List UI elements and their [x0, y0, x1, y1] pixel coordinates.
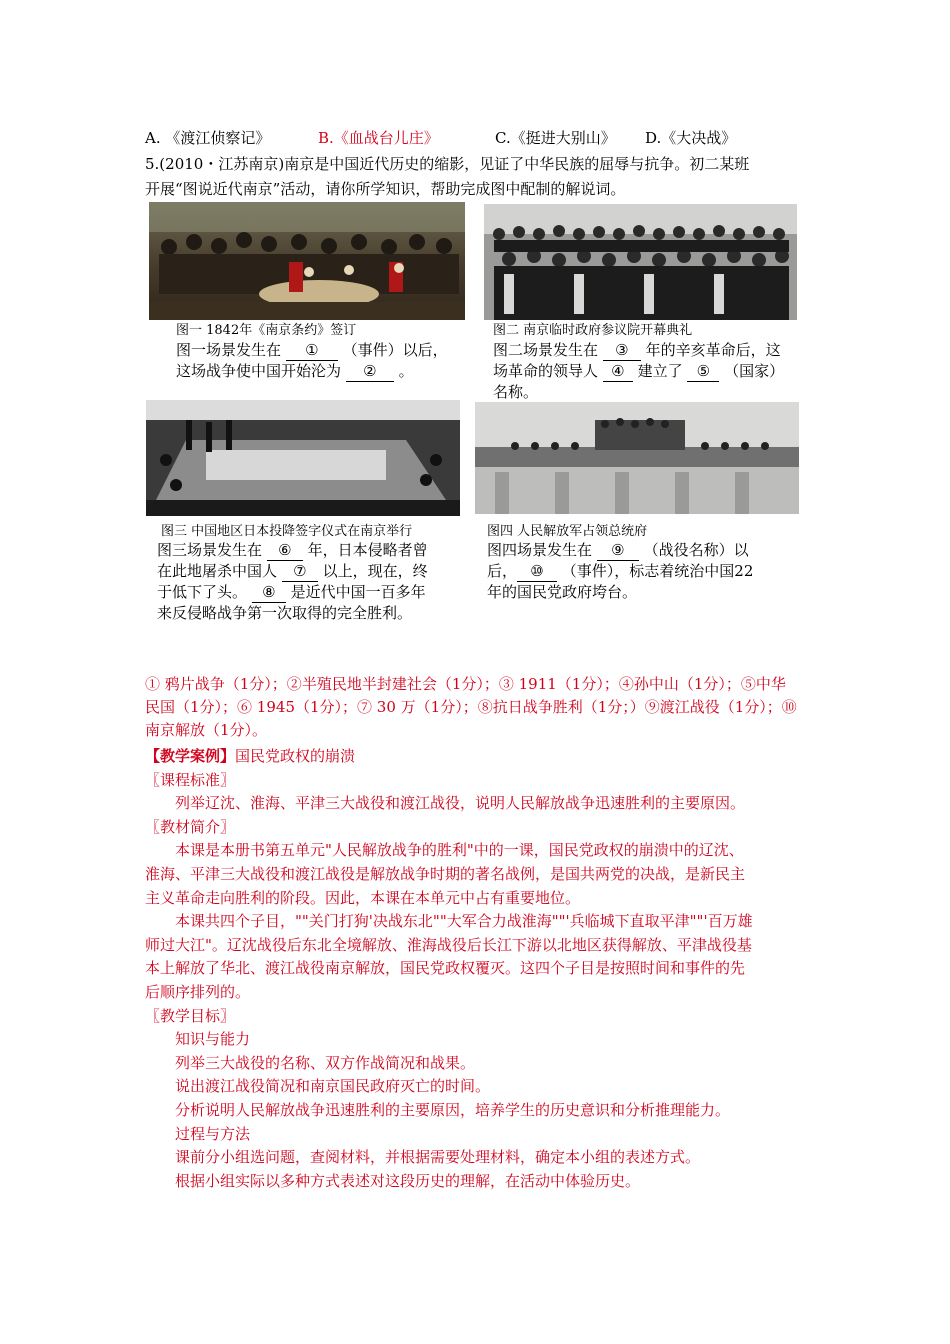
heading-standard: 〖课程标准〗: [145, 770, 236, 789]
blank-1: ①: [286, 340, 338, 361]
blank-10: ⑩: [517, 561, 557, 582]
case-bracket: 【教学案例】: [145, 747, 236, 765]
blank-5: ⑤: [687, 361, 719, 382]
lesson-plan: 【教学案例】国民党政权的崩溃 〖课程标准〗 列举辽沈、淮海、平津三大战役和渡江战役，说明人民解放战争迅速胜利的主要原因。 〖教材简介〗 本课是本册书第五单元"人民解放战争的胜利"中的一课，国民党政权的崩溃中的辽沈、 淮海、平津三大战役和渡江战役是解放战争时期的著名战例，是国共两党的决战，是新民主 主义革命走向胜利的阶段。因此，本课在本单元中占有重要地位。 本课共四个子目，""关门打狗'决战东北""大军合力战淮海""'兵临城下直取平津""'百万雄 师过大江"。辽沈战役后东北全境解放、淮海战役后长江下游以北地区获得解放、平津战役基 本上解放了华北、渡江战役南京解放，国民党政权覆灭。这四个子目是按照时间和事件的先 后顺序排列的。 〖教学目标〗 知识与能力 列举三大战役的名称、双方作战简况和战果。 说出渡江战役简况和南京国民政府灭亡的时间。 分析说明人民解放战争迅速胜利的主要原因，培养学生的历史意识和分析推理能力。 过程与方法 课前分小组选问题，查阅材料，并根据需要处理材料，确定本小组的表述方式。 根据小组实际以多种方式表述对这段历史的理解，在活动中体验历史。: [145, 745, 815, 1193]
figure-4-description: 图四场景发生在 ⑨ （战役名称）以 后， ⑩ （事件），标志着统治中国22 年的国民党政府垮台。: [487, 541, 754, 601]
option-a: A. 《渡江侦察记》: [145, 129, 271, 147]
blank-7: ⑦: [282, 561, 318, 582]
option-b: B.《血战台儿庄》: [318, 129, 439, 147]
figure-3-caption: 图三 中国地区日本投降签字仪式在南京举行: [161, 524, 413, 539]
answer-key: ① 鸦片战争（1分）；②半殖民地半封建社会（1分）；③ 1911（1分）；④孙中山（1分）；⑤中华 民国（1分）；⑥ 1945（1分）；⑦ 30 万（1分）；⑧抗日战争胜利（1分；）⑨渡江战役（1分）；⑩ 南京解放（1分）。: [145, 675, 797, 739]
blank-8: ⑧: [252, 582, 286, 603]
option-c: C.《挺进大别山》: [495, 129, 616, 147]
figure-4-caption: 图四 人民解放军占领总统府: [487, 524, 648, 539]
blank-9: ⑨: [597, 540, 639, 561]
heading-intro: 〖教材简介〗: [145, 817, 236, 836]
figure-2-caption: 图二 南京临时政府参议院开幕典礼: [493, 323, 693, 338]
question-line-2: 开展“图说近代南京”活动，请你所学知识，帮助完成图中配制的解说词。: [145, 180, 626, 198]
figure-1-description: 图一场景发生在 ① （事件）以后， 这场战争使中国开始沦为 ② 。: [176, 341, 448, 380]
option-d: D.《大决战》: [645, 129, 737, 147]
blank-3: ③: [603, 340, 641, 361]
case-title: 国民党政权的崩溃: [235, 747, 356, 765]
question-line-1: 5.(2010・江苏南京)南京是中国近代历史的缩影，见证了中华民族的屈辱与抗争。初二某班: [145, 155, 750, 173]
figure-3-description: 图三场景发生在 ⑥ 年，日本侵略者曾 在此地屠杀中国人 ⑦ 以上，现在，终 于低下了头。 ⑧ 是近代中国一百多年 来反侵略战争第一次取得的完全胜利。: [157, 541, 428, 622]
blank-4: ④: [603, 361, 633, 382]
photo-presidential-palace: [475, 402, 799, 514]
photo-provisional-government: [484, 204, 797, 320]
blank-6: ⑥: [267, 540, 303, 561]
photo-surrender-ceremony: [146, 400, 460, 516]
photo-treaty-signing: [149, 202, 465, 320]
heading-goals: 〖教学目标〗: [145, 1006, 236, 1025]
blank-2: ②: [346, 361, 394, 382]
figure-1-caption: 图一 1842年《南京条约》签订: [176, 323, 357, 338]
figure-2-description: 图二场景发生在 ③ 年的辛亥革命后，这 场革命的领导人 ④ 建立了 ⑤ （国家） 名称。: [493, 341, 785, 401]
answer-options: [145, 128, 805, 149]
